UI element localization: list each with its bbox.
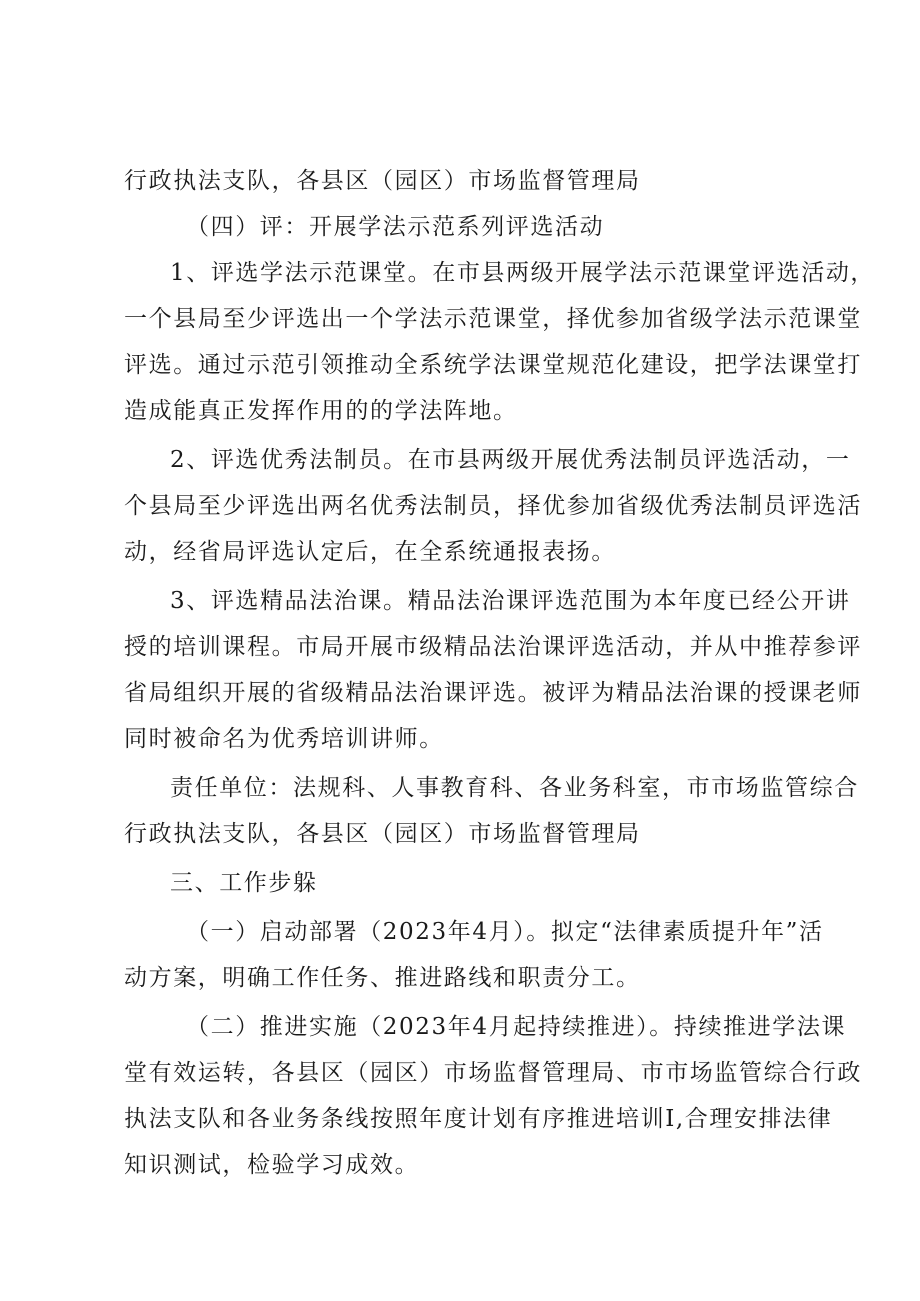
section-heading: （四）评：开展学法示范系列评选活动	[186, 214, 605, 240]
text-line: 堂有效运转，各县区（园区）市场监督管理局、市市场监管综合行政	[124, 1060, 862, 1086]
text-line: 省局组织开展的省级精品法治课评选。被评为精品法治课的授课老师	[124, 680, 862, 706]
document-body	[124, 158, 876, 1188]
text-line: 动方案，明确工作任务、推进路线和职责分工。	[124, 965, 641, 991]
paragraph-start: （二）推进实施（2023年4月起持续推进）。持续推进学法课	[186, 1014, 847, 1040]
paragraph-start: 3、评选精品法治课。精品法治课评选范围为本年度已经公开讲	[170, 588, 851, 614]
text-line: 一个县局至少评选出一个学法示范课堂，择优参加省级学法示范课堂	[124, 306, 862, 332]
paragraph-start: 1、评选学法示范课堂。在市县两级开展学法示范课堂评选活动，	[170, 260, 876, 286]
text-line: 个县局至少评选出两名优秀法制员，择优参加省级优秀法制员评选活	[124, 493, 862, 519]
text-line: 评选。通过示范引领推动全系统学法课堂规范化建设，把学法课堂打	[124, 352, 862, 378]
paragraph-start: 2、评选优秀法制员。在市县两级开展优秀法制员评选活动，一	[170, 447, 851, 473]
text-line: 同时被命名为优秀培训讲师。	[124, 726, 444, 752]
text-line: 造成能真正发挥作用的的学法阵地。	[124, 398, 518, 424]
text-line: 行政执法支队，各县区（园区）市场监督管理局	[124, 821, 641, 847]
paragraph-start: （一）启动部署（2023年4月）。拟定“法律素质提升年”活	[186, 919, 824, 945]
text-line: 动，经省局评选认定后，在全系统通报表扬。	[124, 539, 616, 565]
section-heading: 三、工作步躲	[170, 870, 318, 896]
text-line: 行政执法支队，各县区（园区）市场监督管理局	[124, 168, 641, 194]
text-line: 执法支队和各业务条线按照年度计划有序推进培训Ⅰ,合理安排法律	[124, 1106, 833, 1132]
text-line: 知识测试，检验学习成效。	[124, 1152, 420, 1178]
paragraph-start: 责任单位：法规科、人事教育科、各业务科室，市市场监管综合	[170, 775, 859, 801]
text-line: 授的培训课程。市局开展市级精品法治课评选活动，并从中推荐参评	[124, 634, 862, 660]
